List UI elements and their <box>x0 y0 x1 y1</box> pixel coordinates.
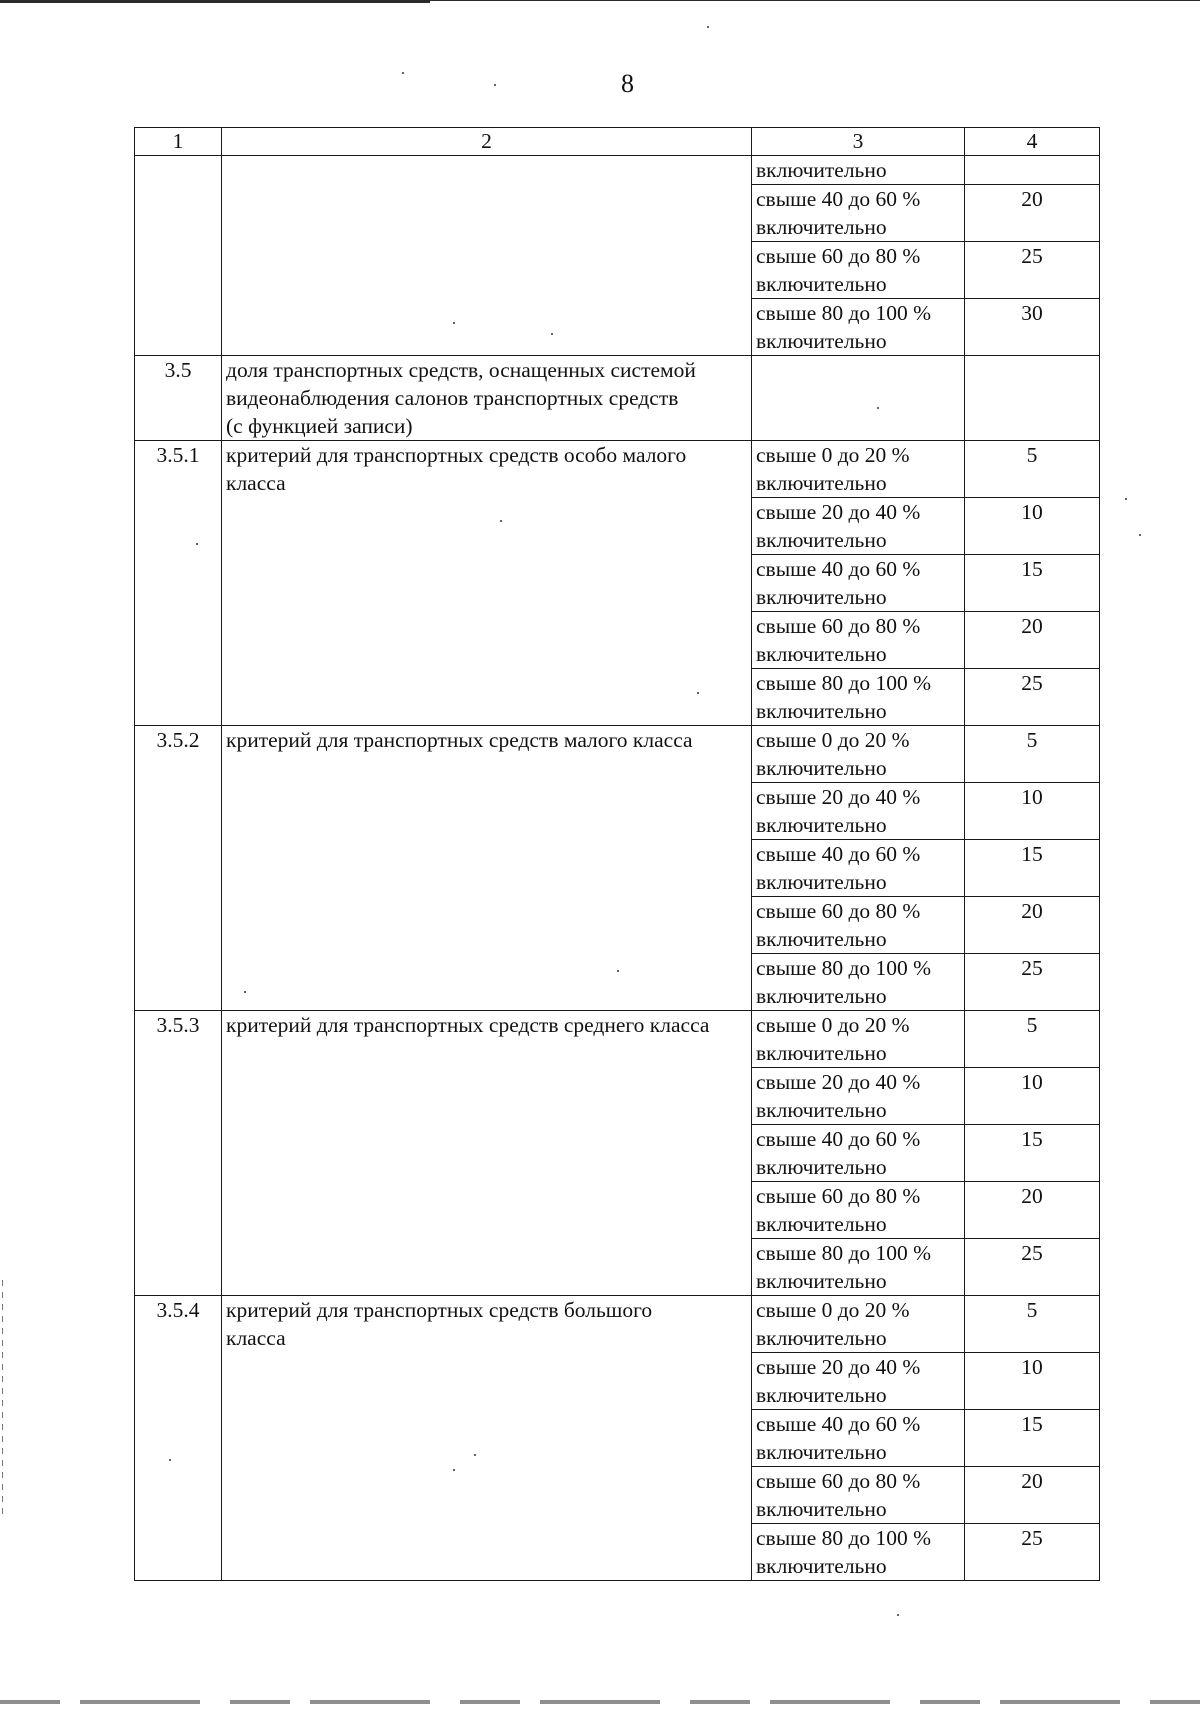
range-suffix: включительно <box>756 756 887 780</box>
score-cell: 15 <box>965 1410 1100 1467</box>
range-suffix: включительно <box>756 471 887 495</box>
range-suffix: включительно <box>756 528 887 552</box>
criterion-text-line: критерий для транспортных средств особо малого <box>226 443 687 467</box>
range-text: свыше 80 до 100 % <box>756 1526 932 1550</box>
table-row <box>135 156 1100 185</box>
score-cell: 25 <box>965 1524 1100 1581</box>
range-suffix: включительно <box>756 1155 887 1179</box>
range-text: свыше 80 до 100 % <box>756 301 932 325</box>
range-text: свыше 60 до 80 % <box>756 1469 921 1493</box>
table-row <box>135 726 1100 783</box>
score-cell <box>965 156 1100 185</box>
range-suffix: включительно <box>756 272 887 296</box>
range-cell <box>752 356 965 441</box>
range-text: свыше 40 до 60 % <box>756 1412 921 1436</box>
range-cell <box>752 783 965 840</box>
range-cell <box>752 612 965 669</box>
scan-speck <box>169 1459 171 1461</box>
range-text: свыше 60 до 80 % <box>756 614 921 638</box>
row-number-cell <box>135 156 222 356</box>
scan-speck <box>453 322 455 324</box>
criterion-number: 3.5.3 <box>135 1011 222 1296</box>
range-cell <box>752 1239 965 1296</box>
range-text: свыше 80 до 100 % <box>756 1241 932 1265</box>
table-row <box>135 441 1100 498</box>
range-cell <box>752 897 965 954</box>
range-cell <box>752 726 965 783</box>
range-cell <box>752 185 965 242</box>
criterion-text <box>222 1011 752 1296</box>
scan-speck <box>1139 534 1141 536</box>
score-cell: 30 <box>965 299 1100 356</box>
score-cell <box>965 356 1100 441</box>
section-number: 3.5 <box>135 356 222 441</box>
range-suffix: включительно <box>756 642 887 666</box>
range-suffix: включительно <box>756 1041 887 1065</box>
scan-speck <box>897 1614 899 1616</box>
range-text: свыше 20 до 40 % <box>756 1070 921 1094</box>
header-col-1: 1 <box>135 128 222 156</box>
score-cell: 25 <box>965 242 1100 299</box>
range-suffix: включительно <box>756 1554 887 1578</box>
scan-speck <box>244 991 246 993</box>
range-text: свыше 60 до 80 % <box>756 244 921 268</box>
score-cell: 10 <box>965 1353 1100 1410</box>
range-cell <box>752 1467 965 1524</box>
criterion-text-line: класса <box>226 1326 286 1350</box>
score-cell: 15 <box>965 555 1100 612</box>
scan-speck <box>877 407 879 409</box>
range-cell <box>752 954 965 1011</box>
scan-speck <box>617 970 619 972</box>
scan-speck <box>707 26 709 28</box>
criterion-text-line: критерий для транспортных средств малого класса <box>226 728 693 752</box>
scan-speck <box>551 333 553 335</box>
range-cell <box>752 299 965 356</box>
range-text: свыше 0 до 20 % <box>756 728 910 752</box>
range-text: свыше 20 до 40 % <box>756 1355 921 1379</box>
criterion-number: 3.5.4 <box>135 1296 222 1581</box>
range-text: свыше 20 до 40 % <box>756 500 921 524</box>
range-suffix: включительно <box>756 585 887 609</box>
range-suffix: включительно <box>756 1098 887 1122</box>
criterion-text <box>222 726 752 1011</box>
section-text <box>222 356 752 441</box>
score-cell: 10 <box>965 783 1100 840</box>
range-suffix: включительно <box>756 870 887 894</box>
header-col-4: 4 <box>965 128 1100 156</box>
range-suffix: включительно <box>756 329 887 353</box>
criterion-number: 3.5.1 <box>135 441 222 726</box>
range-text: свыше 60 до 80 % <box>756 899 921 923</box>
range-text: свыше 40 до 60 % <box>756 842 921 866</box>
range-suffix: включительно <box>756 927 887 951</box>
range-cell <box>752 1296 965 1353</box>
range-cell <box>752 1068 965 1125</box>
section-text-line: (с функцией записи) <box>226 414 413 438</box>
score-cell: 5 <box>965 726 1100 783</box>
range-cell <box>752 441 965 498</box>
range-text: свыше 60 до 80 % <box>756 1184 921 1208</box>
score-cell: 25 <box>965 669 1100 726</box>
range-text: свыше 0 до 20 % <box>756 443 910 467</box>
range-text: свыше 40 до 60 % <box>756 187 921 211</box>
range-cell <box>752 242 965 299</box>
table-header-row <box>135 128 1100 156</box>
range-text: свыше 0 до 20 % <box>756 1013 910 1037</box>
scan-edge-bottom <box>0 1700 1200 1704</box>
range-text: свыше 80 до 100 % <box>756 671 932 695</box>
score-cell: 20 <box>965 612 1100 669</box>
range-cell <box>752 555 965 612</box>
scan-speck <box>494 84 496 86</box>
range-text: свыше 80 до 100 % <box>756 956 932 980</box>
range-text: свыше 0 до 20 % <box>756 1298 910 1322</box>
range-cell <box>752 156 965 185</box>
range-cell <box>752 840 965 897</box>
range-suffix: включительно <box>756 1383 887 1407</box>
range-cell <box>752 1410 965 1467</box>
header-col-3: 3 <box>752 128 965 156</box>
score-cell: 10 <box>965 498 1100 555</box>
header-col-2: 2 <box>222 128 752 156</box>
range-text: свыше 40 до 60 % <box>756 1127 921 1151</box>
criterion-text <box>222 1296 752 1581</box>
range-suffix: включительно <box>756 984 887 1008</box>
score-cell: 15 <box>965 840 1100 897</box>
range-suffix: включительно <box>756 699 887 723</box>
range-suffix: включительно <box>756 1497 887 1521</box>
score-cell: 20 <box>965 897 1100 954</box>
range-suffix: включительно <box>756 813 887 837</box>
page-number: 8 <box>621 69 634 98</box>
section-text-line: видеонаблюдения салонов транспортных средств <box>226 386 679 410</box>
range-text: свыше 20 до 40 % <box>756 785 921 809</box>
range-text: свыше 40 до 60 % <box>756 557 921 581</box>
range-suffix: включительно <box>756 158 887 182</box>
table-row <box>135 1296 1100 1353</box>
scan-edge-left <box>2 1280 3 1520</box>
range-cell <box>752 1353 965 1410</box>
criterion-text-line: класса <box>226 471 286 495</box>
score-cell: 25 <box>965 954 1100 1011</box>
range-cell <box>752 669 965 726</box>
range-cell <box>752 1011 965 1068</box>
range-suffix: включительно <box>756 1212 887 1236</box>
score-cell: 15 <box>965 1125 1100 1182</box>
score-cell: 20 <box>965 1182 1100 1239</box>
section-text-line: доля транспортных средств, оснащенных системой <box>226 358 696 382</box>
scan-edge-top <box>0 0 1200 6</box>
range-suffix: включительно <box>756 215 887 239</box>
criterion-text <box>222 441 752 726</box>
criteria-table <box>134 127 1100 1581</box>
range-cell <box>752 1524 965 1581</box>
range-suffix: включительно <box>756 1440 887 1464</box>
range-cell <box>752 498 965 555</box>
criterion-cell <box>222 156 752 356</box>
range-suffix: включительно <box>756 1269 887 1293</box>
score-cell: 5 <box>965 1011 1100 1068</box>
criterion-number: 3.5.2 <box>135 726 222 1011</box>
score-cell: 20 <box>965 1467 1100 1524</box>
table-row <box>135 1011 1100 1068</box>
scan-speck <box>697 692 699 694</box>
range-cell <box>752 1182 965 1239</box>
scan-speck <box>402 72 404 74</box>
score-cell: 20 <box>965 185 1100 242</box>
scan-speck <box>500 520 502 522</box>
table-body <box>135 156 1100 1581</box>
scan-speck <box>474 1454 476 1456</box>
score-cell: 10 <box>965 1068 1100 1125</box>
scan-speck <box>453 1469 455 1471</box>
criterion-text-line: критерий для транспортных средств большого <box>226 1298 653 1322</box>
range-suffix: включительно <box>756 1326 887 1350</box>
scan-speck <box>196 543 198 545</box>
score-cell: 5 <box>965 441 1100 498</box>
score-cell: 5 <box>965 1296 1100 1353</box>
range-cell <box>752 1125 965 1182</box>
section-row <box>135 356 1100 441</box>
criterion-text-line: критерий для транспортных средств среднего класса <box>226 1013 710 1037</box>
score-cell: 25 <box>965 1239 1100 1296</box>
scan-speck <box>1125 498 1127 500</box>
